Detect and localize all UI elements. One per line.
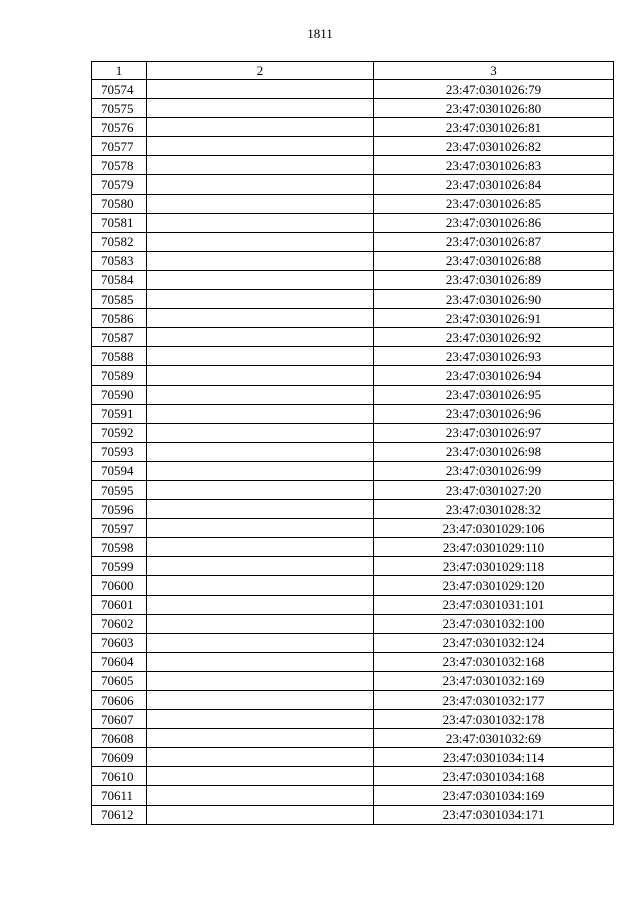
table-row [92,748,614,767]
table-row [92,595,614,614]
table-row [92,442,614,461]
row-name-cell [147,175,374,194]
row-number-cell: 70590 [92,385,147,404]
row-name-cell [147,595,374,614]
cadastral-number-cell: 23:47:0301026:98 [374,442,614,461]
table-row [92,671,614,690]
table-row [92,270,614,289]
table-row [92,328,614,347]
table-row [92,251,614,270]
table-row [92,480,614,499]
row-name-cell [147,404,374,423]
table-row [92,633,614,652]
cadastral-number-cell: 23:47:0301026:80 [374,99,614,118]
table-row [92,500,614,519]
row-name-cell [147,328,374,347]
row-number-cell: 70586 [92,309,147,328]
table-row [92,156,614,175]
cadastral-number-cell: 23:47:0301031:101 [374,595,614,614]
cadastral-number-cell: 23:47:0301032:168 [374,652,614,671]
cadastral-number-cell: 23:47:0301032:169 [374,671,614,690]
row-name-cell [147,442,374,461]
cadastral-number-cell: 23:47:0301026:86 [374,213,614,232]
table-row [92,80,614,99]
table-row [92,423,614,442]
header-row [92,62,614,80]
row-number-cell: 70580 [92,194,147,213]
row-name-cell [147,385,374,404]
row-number-cell: 70600 [92,576,147,595]
row-number-cell: 70587 [92,328,147,347]
cadastral-number-cell: 23:47:0301026:79 [374,80,614,99]
cadastral-number-cell: 23:47:0301026:82 [374,137,614,156]
cadastral-number-cell: 23:47:0301029:110 [374,538,614,557]
row-number-cell: 70576 [92,118,147,137]
row-name-cell [147,557,374,576]
row-number-cell: 70582 [92,232,147,251]
table-row [92,99,614,118]
row-name-cell [147,137,374,156]
row-number-cell: 70597 [92,519,147,538]
cadastral-number-cell: 23:47:0301029:120 [374,576,614,595]
row-name-cell [147,614,374,633]
row-name-cell [147,652,374,671]
row-number-cell: 70596 [92,500,147,519]
table-row [92,710,614,729]
cadastral-number-cell: 23:47:0301034:171 [374,805,614,824]
row-number-cell: 70609 [92,748,147,767]
table-row [92,786,614,805]
cadastral-number-cell: 23:47:0301032:100 [374,614,614,633]
column-header-3: 3 [374,62,614,80]
column-header-1: 1 [92,62,147,80]
page-number: 1811 [307,26,333,41]
table-row [92,538,614,557]
row-number-cell: 70610 [92,767,147,786]
table-row [92,194,614,213]
table-row [92,232,614,251]
table-row [92,576,614,595]
row-number-cell: 70585 [92,290,147,309]
row-name-cell [147,500,374,519]
row-name-cell [147,232,374,251]
row-name-cell [147,786,374,805]
cadastral-number-cell: 23:47:0301026:97 [374,423,614,442]
cadastral-number-cell: 23:47:0301028:32 [374,500,614,519]
row-number-cell: 70575 [92,99,147,118]
row-number-cell: 70583 [92,251,147,270]
cadastral-number-cell: 23:47:0301026:85 [374,194,614,213]
cadastral-number-cell: 23:47:0301034:114 [374,748,614,767]
row-number-cell: 70601 [92,595,147,614]
table-row [92,652,614,671]
row-number-cell: 70602 [92,614,147,633]
row-number-cell: 70595 [92,480,147,499]
cadastral-number-cell: 23:47:0301026:92 [374,328,614,347]
row-number-cell: 70592 [92,423,147,442]
table-row [92,691,614,710]
row-name-cell [147,366,374,385]
table-row [92,118,614,137]
table-row [92,461,614,480]
row-name-cell [147,290,374,309]
row-name-cell [147,538,374,557]
cadastral-number-cell: 23:47:0301026:90 [374,290,614,309]
table-row [92,614,614,633]
row-name-cell [147,671,374,690]
cadastral-number-cell: 23:47:0301032:178 [374,710,614,729]
cadastral-number-cell: 23:47:0301032:124 [374,633,614,652]
table-row [92,175,614,194]
table-row [92,557,614,576]
cadastral-number-cell: 23:47:0301032:177 [374,691,614,710]
row-name-cell [147,748,374,767]
row-number-cell: 70584 [92,270,147,289]
row-number-cell: 70588 [92,347,147,366]
row-name-cell [147,99,374,118]
row-name-cell [147,80,374,99]
table-row [92,805,614,824]
row-name-cell [147,519,374,538]
cadastral-number-cell: 23:47:0301026:95 [374,385,614,404]
row-name-cell [147,213,374,232]
cadastral-number-cell: 23:47:0301029:118 [374,557,614,576]
column-header-2: 2 [147,62,374,80]
row-name-cell [147,461,374,480]
row-number-cell: 70608 [92,729,147,748]
row-number-cell: 70594 [92,461,147,480]
cadastral-number-cell: 23:47:0301026:88 [374,251,614,270]
row-number-cell: 70578 [92,156,147,175]
table-row [92,309,614,328]
cadastral-number-cell: 23:47:0301032:69 [374,729,614,748]
row-number-cell: 70612 [92,805,147,824]
cadastral-number-cell: 23:47:0301026:89 [374,270,614,289]
row-number-cell: 70607 [92,710,147,729]
cadastral-number-cell: 23:47:0301026:83 [374,156,614,175]
row-name-cell [147,118,374,137]
cadastral-number-cell: 23:47:0301034:168 [374,767,614,786]
row-number-cell: 70591 [92,404,147,423]
row-name-cell [147,576,374,595]
row-name-cell [147,270,374,289]
row-number-cell: 70604 [92,652,147,671]
row-number-cell: 70611 [92,786,147,805]
row-name-cell [147,480,374,499]
row-name-cell [147,347,374,366]
cadastral-number-cell: 23:47:0301026:99 [374,461,614,480]
table-row [92,404,614,423]
row-name-cell [147,691,374,710]
row-name-cell [147,805,374,824]
row-name-cell [147,156,374,175]
cadastral-number-cell: 23:47:0301026:91 [374,309,614,328]
cadastral-number-cell: 23:47:0301026:84 [374,175,614,194]
row-name-cell [147,710,374,729]
row-number-cell: 70599 [92,557,147,576]
cadastral-number-cell: 23:47:0301034:169 [374,786,614,805]
row-name-cell [147,729,374,748]
row-name-cell [147,309,374,328]
row-number-cell: 70589 [92,366,147,385]
table-row [92,729,614,748]
row-number-cell: 70593 [92,442,147,461]
row-name-cell [147,251,374,270]
row-number-cell: 70603 [92,633,147,652]
cadastral-number-cell: 23:47:0301029:106 [374,519,614,538]
row-number-cell: 70598 [92,538,147,557]
table-row [92,366,614,385]
cadastral-number-cell: 23:47:0301026:96 [374,404,614,423]
table-row [92,519,614,538]
row-name-cell [147,633,374,652]
row-number-cell: 70574 [92,80,147,99]
row-name-cell [147,194,374,213]
cadastral-number-cell: 23:47:0301026:87 [374,232,614,251]
row-name-cell [147,423,374,442]
table-body [92,80,614,825]
table-row [92,137,614,156]
row-number-cell: 70605 [92,671,147,690]
row-name-cell [147,767,374,786]
table-row [92,767,614,786]
table-row [92,347,614,366]
row-number-cell: 70581 [92,213,147,232]
cadastral-number-cell: 23:47:0301026:94 [374,366,614,385]
table-header [92,62,614,80]
cadastral-number-cell: 23:47:0301027:20 [374,480,614,499]
row-number-cell: 70606 [92,691,147,710]
cadastral-number-cell: 23:47:0301026:93 [374,347,614,366]
row-number-cell: 70579 [92,175,147,194]
registry-table [91,61,614,825]
table-row [92,213,614,232]
row-number-cell: 70577 [92,137,147,156]
cadastral-number-cell: 23:47:0301026:81 [374,118,614,137]
table-row [92,290,614,309]
table-row [92,385,614,404]
